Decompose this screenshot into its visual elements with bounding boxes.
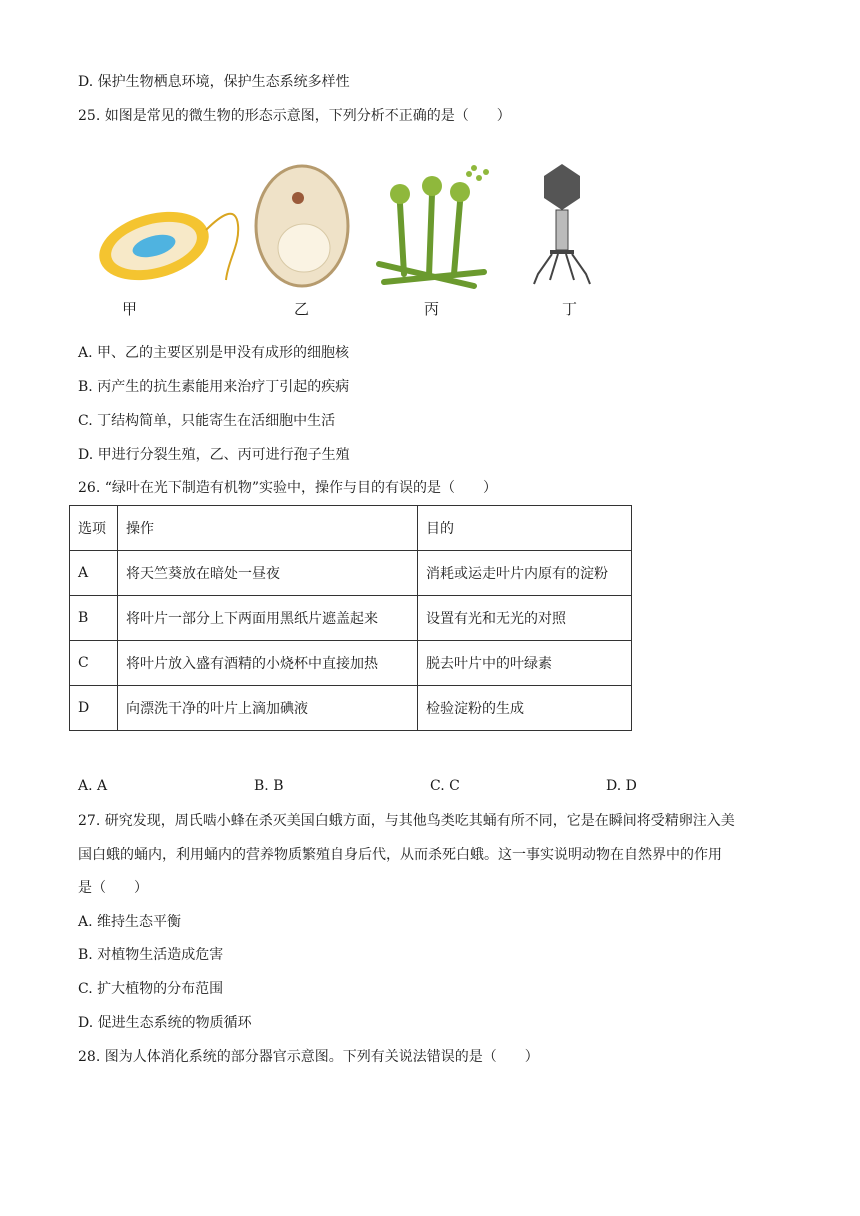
label-jia: 甲 [122,300,138,318]
q26-stem: 26. “绿叶在光下制造有机物”实验中，操作与目的有误的是（ ） [78,480,498,496]
table-row [70,686,632,731]
label-yi: 乙 [294,300,310,318]
label-ding: 丁 [562,300,578,318]
q27-option-a: A. 维持生态平衡 [78,914,182,930]
table-header-row [70,506,632,551]
table-cell: D [70,686,118,731]
yeast-illustration [252,162,352,290]
q26-option-c: C. C [430,778,460,794]
experiment-table [69,505,632,731]
q27-stem-line-1: 27. 研究发现，周氏啮小蜂在杀灭美国白蛾方面，与其他鸟类吃其蛹有所不同，它是在瞬间将受精卵注入美 [78,813,735,829]
table-cell: 检验淀粉的生成 [418,686,632,731]
q27-option-d: D. 促进生态系统的物质循环 [78,1015,252,1031]
table-row [70,551,632,596]
table-header-cell: 选项 [70,506,118,551]
q28-stem: 28. 图为人体消化系统的部分器官示意图。下列有关说法错误的是（ ） [78,1049,539,1065]
table-cell: 消耗或运走叶片内原有的淀粉 [418,551,632,596]
table-cell: C [70,641,118,686]
q25-option-a: A. 甲、乙的主要区别是甲没有成形的细胞核 [78,345,350,361]
table-row [70,596,632,641]
table-cell: 将天竺葵放在暗处一昼夜 [118,551,418,596]
mold-illustration [374,164,494,290]
bacteria-illustration [96,200,246,290]
q25-stem: 25. 如图是常见的微生物的形态示意图，下列分析不正确的是（ ） [78,108,511,124]
q27-option-b: B. 对植物生活造成危害 [78,947,224,963]
q25-option-b: B. 丙产生的抗生素能用来治疗丁引起的疾病 [78,379,350,395]
table-cell: 将叶片放入盛有酒精的小烧杯中直接加热 [118,641,418,686]
q27-stem-line-3: 是（ ） [78,880,148,896]
table-cell: B [70,596,118,641]
q26-option-a: A. A [78,778,108,794]
table-header-cell: 目的 [418,506,632,551]
table-header-cell: 操作 [118,506,418,551]
table-cell: 将叶片一部分上下两面用黑纸片遮盖起来 [118,596,418,641]
table-cell: 脱去叶片中的叶绿素 [418,641,632,686]
table-cell: A [70,551,118,596]
microorganism-figure [92,152,612,322]
q26-option-b: B. B [254,778,284,794]
q25-option-c: C. 丁结构简单，只能寄生在活细胞中生活 [78,413,336,429]
q26-option-d: D. D [606,778,637,794]
table-cell: 设置有光和无光的对照 [418,596,632,641]
label-bing: 丙 [424,300,440,318]
table-row [70,641,632,686]
phage-illustration [532,162,592,290]
q27-option-c: C. 扩大植物的分布范围 [78,981,224,997]
q27-stem-line-2: 国白蛾的蛹内，利用蛹内的营养物质繁殖自身后代，从而杀死白蛾。这一事实说明动物在自然界中的作用 [78,847,722,863]
q24-option-d: D. 保护生物栖息环境，保护生态系统多样性 [78,74,350,90]
q25-option-d: D. 甲进行分裂生殖，乙、丙可进行孢子生殖 [78,447,350,463]
table-cell: 向漂洗干净的叶片上滴加碘液 [118,686,418,731]
